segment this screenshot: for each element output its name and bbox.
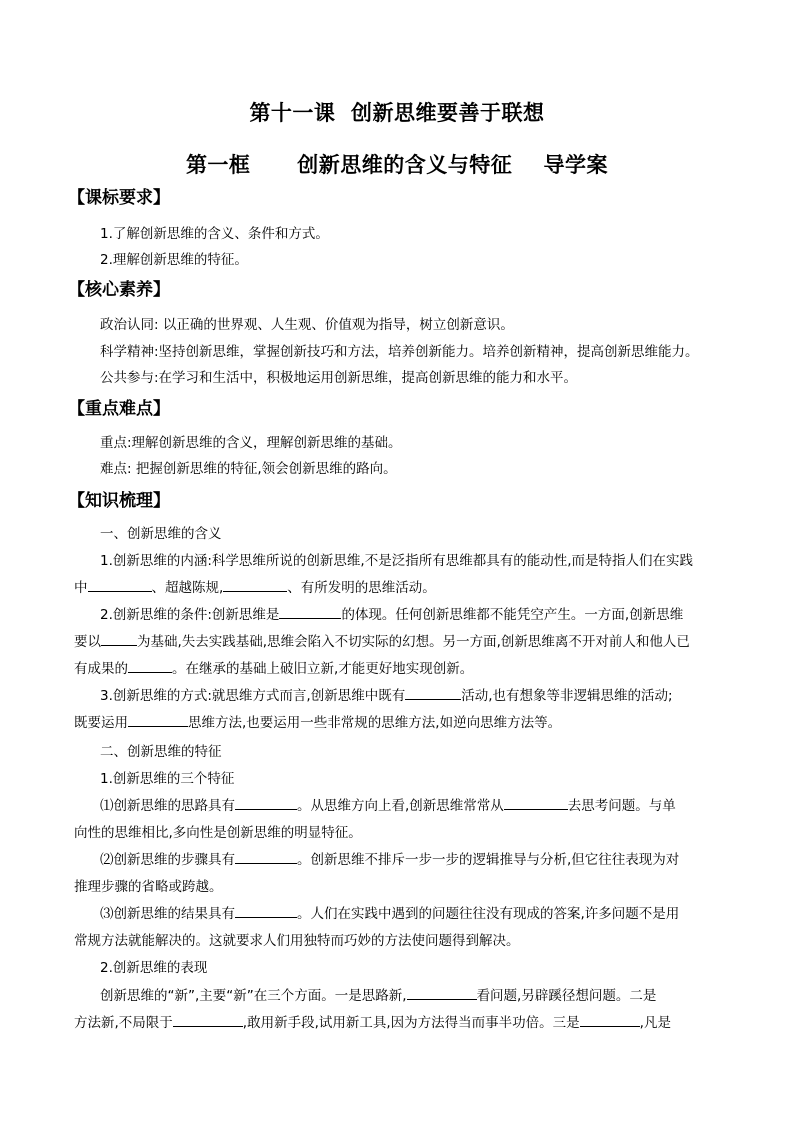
p3-text-4: 思维方法,也要运用一些非常规的思维方法,如逆向思维方法等。 bbox=[188, 715, 562, 731]
p1-text-1: 中 bbox=[74, 580, 88, 596]
part1-heading: 一、创新思维的含义 bbox=[100, 526, 222, 542]
p4-text-5: ,凡是 bbox=[639, 1015, 671, 1031]
fill-blank[interactable] bbox=[101, 631, 137, 646]
fill-blank[interactable] bbox=[235, 903, 297, 918]
f3-text-1: ⑶创新思维的结果具有 bbox=[100, 906, 235, 922]
p3-text-2: 活动,也有想象等非逻辑思维的活动; bbox=[461, 688, 673, 704]
heading-zhongdian: 【重点难点】 bbox=[68, 399, 170, 419]
fill-blank[interactable] bbox=[128, 658, 172, 673]
fill-blank[interactable] bbox=[580, 1012, 640, 1027]
p3-text-3: 既要运用 bbox=[74, 715, 128, 731]
fill-blank[interactable] bbox=[128, 712, 188, 727]
heading-kebiao: 【课标要求】 bbox=[68, 188, 170, 208]
p3-line-2 bbox=[74, 711, 561, 731]
f1-text-3: 去思考问题。与单 bbox=[567, 798, 676, 814]
part2-heading: 二、创新思维的特征 bbox=[100, 744, 222, 760]
p2-text-5: 有成果的 bbox=[74, 661, 128, 677]
fill-blank[interactable] bbox=[407, 985, 477, 1000]
p4-text-3: 方法新,不局限于 bbox=[74, 1015, 173, 1031]
hexin-item-1: 政治认同: 以正确的世界观、人生观、价值观为指导，树立创新意识。 bbox=[100, 317, 514, 333]
p1-line-1: 1.创新思维的内涵:科学思维所说的创新思维,不是泛指所有思维都具有的能动性,而是特指人们在实践 bbox=[100, 553, 694, 569]
f2-text-1: ⑵创新思维的步骤具有 bbox=[100, 852, 235, 868]
fill-blank[interactable] bbox=[235, 795, 297, 810]
p1-text-3: 、有所发明的思维活动。 bbox=[287, 580, 436, 596]
part2-sub1: 1.创新思维的三个特征 bbox=[100, 771, 235, 787]
p1-text-2: 、超越陈规, bbox=[151, 580, 224, 596]
p2-text-4: 为基础,失去实践基础,思维会陷入不切实际的幻想。另一方面,创新思维离不开对前人和他人已 bbox=[137, 634, 690, 650]
f1-line-1 bbox=[100, 794, 676, 814]
p2-text-1: 2.创新思维的条件:创新思维是 bbox=[100, 607, 280, 623]
p4-line-1 bbox=[100, 984, 656, 1004]
p2-text-6: 。在继承的基础上破旧立新,才能更好地实现创新。 bbox=[172, 661, 474, 677]
heading-zhishi: 【知识梳理】 bbox=[68, 491, 170, 511]
fill-blank[interactable] bbox=[223, 577, 287, 592]
lesson-title: 第十一课 创新思维要善于联想 bbox=[249, 100, 545, 125]
hexin-item-2: 科学精神:坚持创新思维，掌握创新技巧和方法，培养创新能力。培养创新精神，提高创新思维能力。 bbox=[100, 344, 699, 360]
hexin-item-3: 公共参与:在学习和生活中，积极地运用创新思维，提高创新思维的能力和水平。 bbox=[100, 370, 578, 386]
zhongdian-item-1: 重点:理解创新思维的含义，理解创新思维的基础。 bbox=[100, 435, 402, 451]
f2-line-1 bbox=[100, 848, 679, 868]
fill-blank[interactable] bbox=[504, 795, 568, 810]
p1-line-2 bbox=[74, 576, 436, 596]
kebiao-item-2: 2.理解创新思维的特征。 bbox=[100, 252, 248, 268]
zhongdian-item-2: 难点: 把握创新思维的特征,领会创新思维的路向。 bbox=[100, 461, 397, 477]
p3-line-1 bbox=[100, 684, 673, 704]
p4-text-2: 看问题,另辟蹊径想问题。二是 bbox=[476, 988, 657, 1004]
p2-line-3 bbox=[74, 657, 473, 677]
fill-blank[interactable] bbox=[279, 604, 341, 619]
p3-text-1: 3.创新思维的方式:就思维方式而言,创新思维中既有 bbox=[100, 688, 406, 704]
f2-line-2: 推理步骤的省略或跨越。 bbox=[74, 879, 223, 895]
f3-text-2: 。人们在实践中遇到的问题往往没有现成的答案,许多问题不是用 bbox=[297, 906, 680, 922]
section-title: 第一框 创新思维的含义与特征 导学案 bbox=[185, 152, 609, 177]
f1-text-2: 。从思维方向上看,创新思维常常从 bbox=[297, 798, 504, 814]
p2-text-2: 的体现。任何创新思维都不能凭空产生。一方面,创新思维 bbox=[341, 607, 684, 623]
f3-line-1 bbox=[100, 902, 679, 922]
kebiao-item-1: 1.了解创新思维的含义、条件和方式。 bbox=[100, 226, 329, 242]
p4-line-2 bbox=[74, 1011, 671, 1031]
p2-line-1 bbox=[100, 603, 683, 623]
heading-hexin: 【核心素养】 bbox=[68, 280, 170, 300]
fill-blank[interactable] bbox=[88, 577, 152, 592]
fill-blank[interactable] bbox=[173, 1012, 243, 1027]
p2-line-2 bbox=[74, 630, 690, 650]
p2-text-3: 要以 bbox=[74, 634, 101, 650]
f1-line-2: 向性的思维相比,多向性是创新思维的明显特征。 bbox=[74, 825, 362, 841]
f2-text-2: 。创新思维不排斥一步一步的逻辑推导与分析,但它往往表现为对 bbox=[297, 852, 680, 868]
f3-line-2: 常规方法就能解决的。这就要求人们用独特而巧妙的方法使问题得到解决。 bbox=[74, 933, 520, 949]
fill-blank[interactable] bbox=[405, 685, 461, 700]
f1-text-1: ⑴创新思维的思路具有 bbox=[100, 798, 235, 814]
fill-blank[interactable] bbox=[235, 849, 297, 864]
p4-text-4: ,敢用新手段,试用新工具,因为方法得当而事半功倍。三是 bbox=[242, 1015, 580, 1031]
p4-text-1: 创新思维的“新”,主要“新”在三个方面。一是思路新, bbox=[100, 988, 407, 1004]
part2-sub2: 2.创新思维的表现 bbox=[100, 960, 208, 976]
